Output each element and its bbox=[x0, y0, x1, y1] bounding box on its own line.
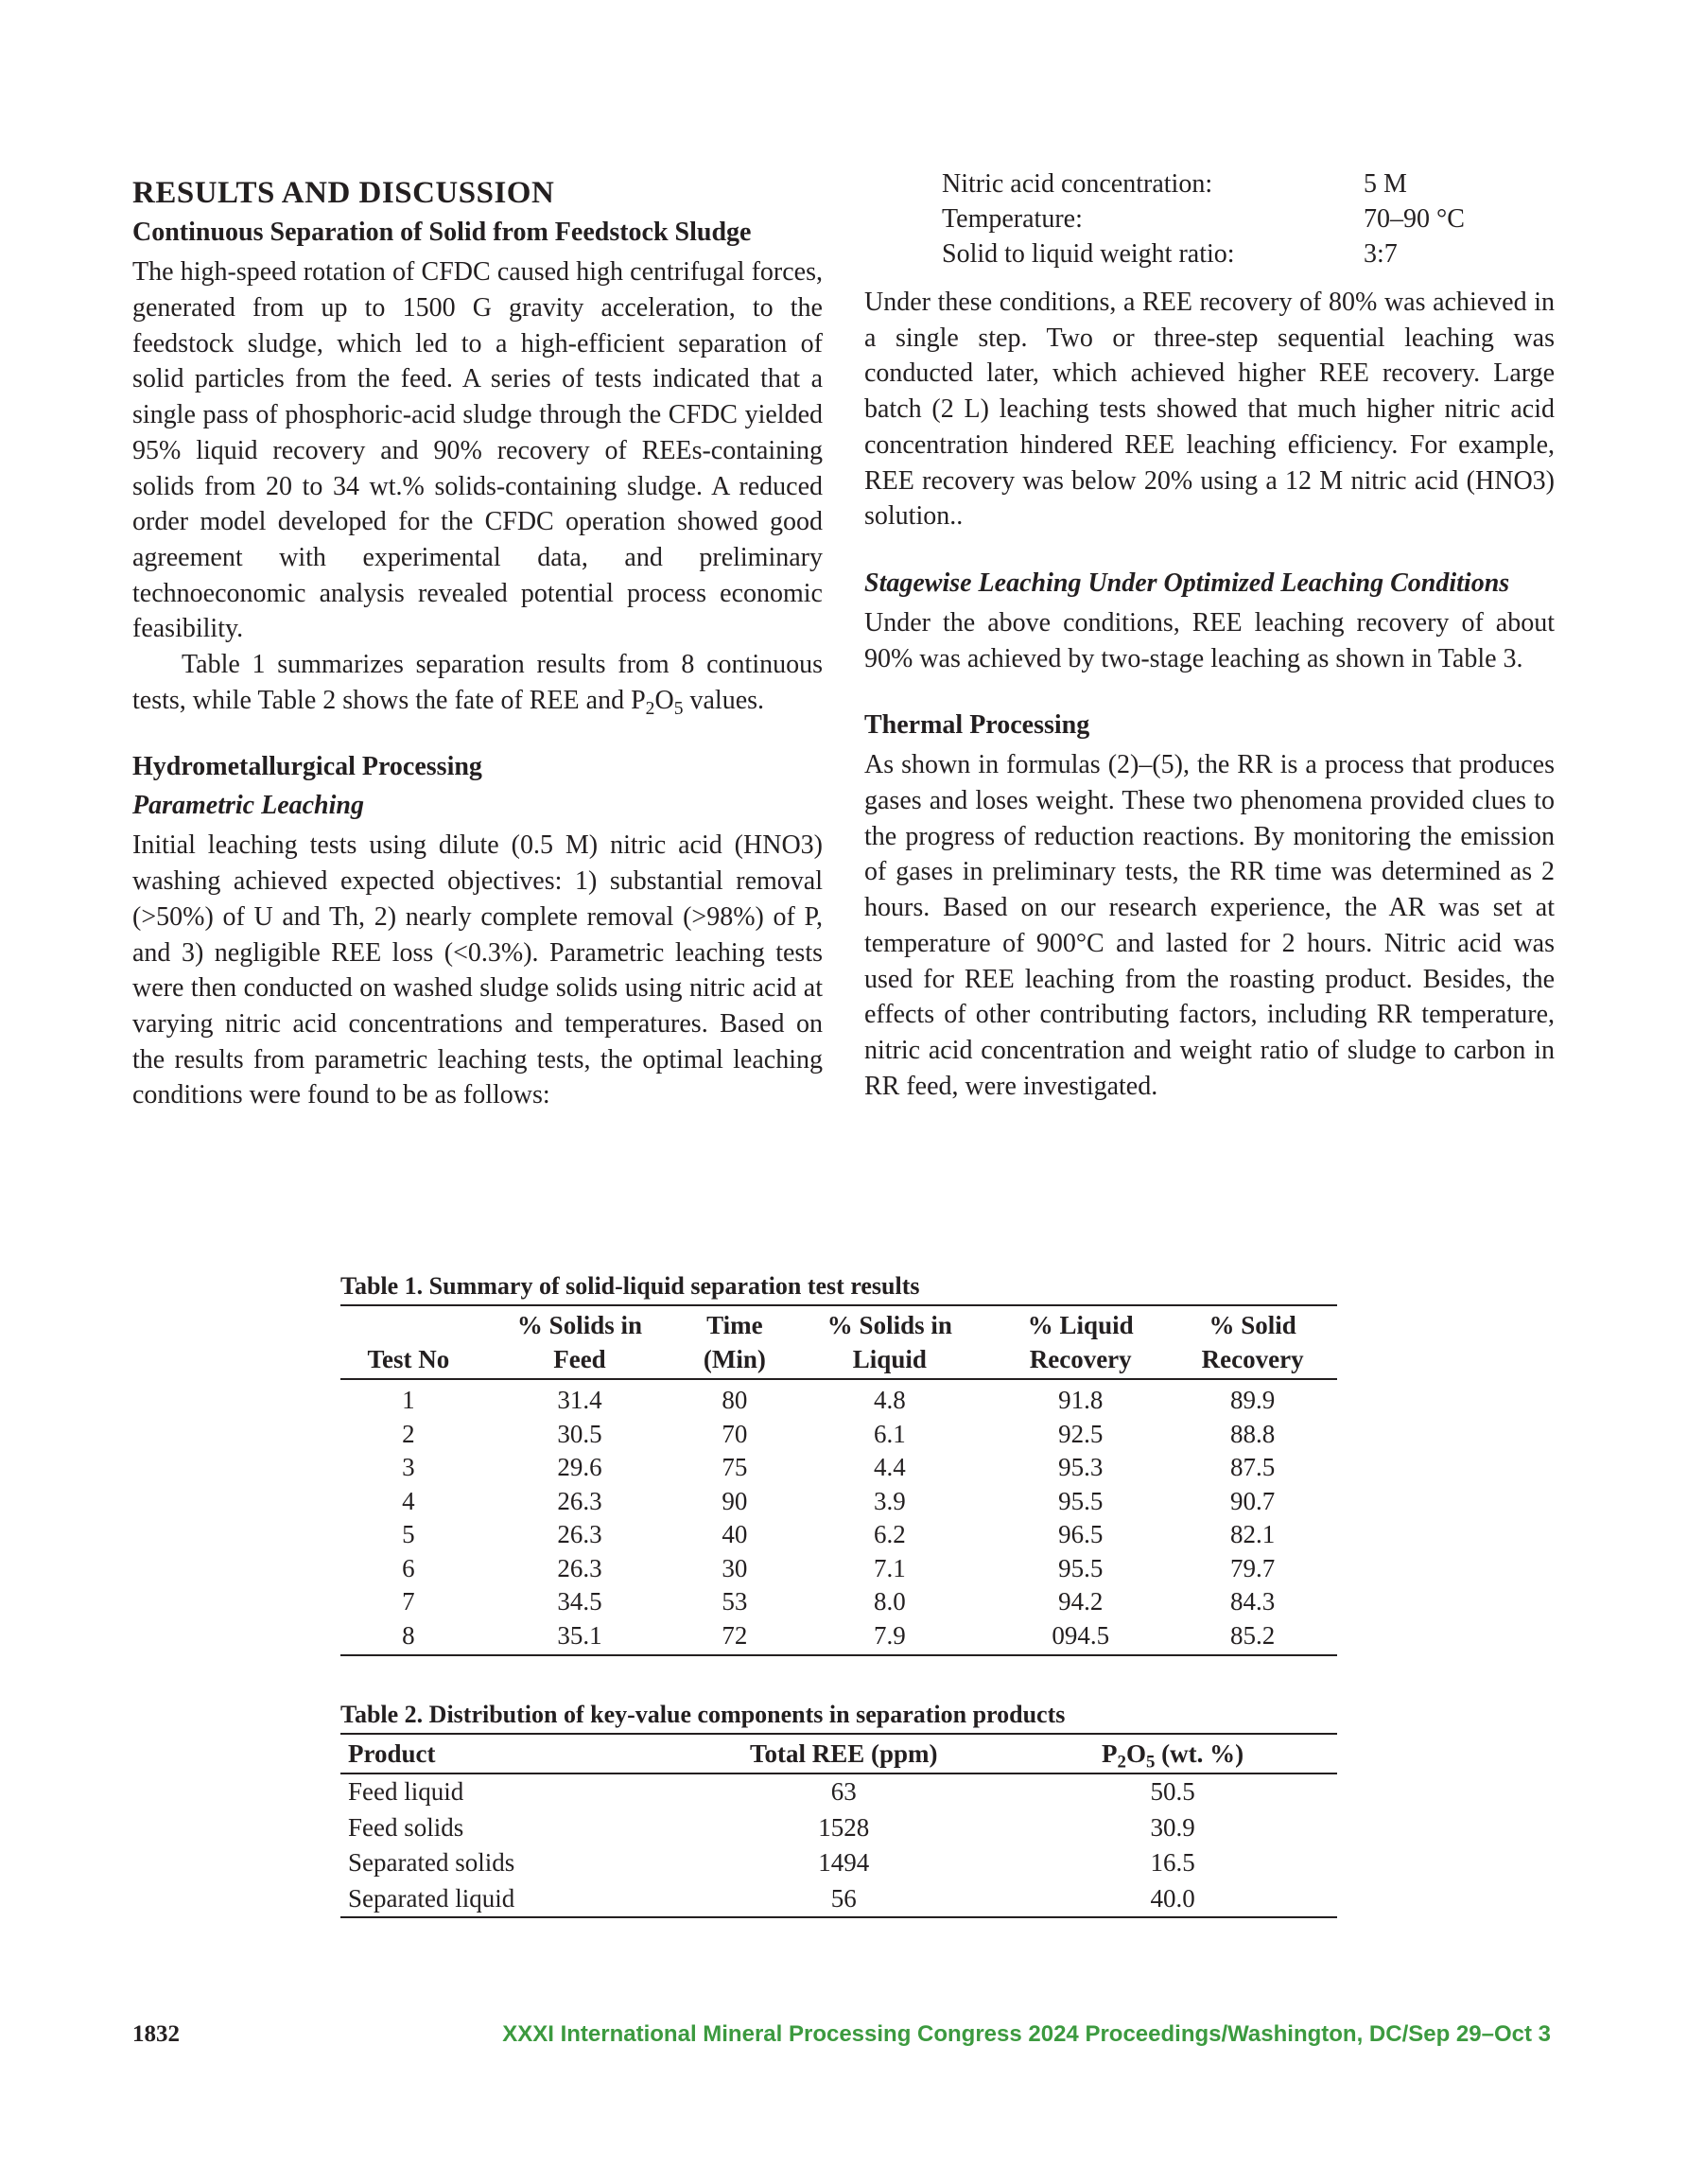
table-row bbox=[340, 1552, 1337, 1586]
table2-cell: 1528 bbox=[818, 1812, 870, 1842]
table1-cell: 72 bbox=[722, 1620, 748, 1650]
left-column bbox=[132, 166, 823, 1113]
table1-cell: 7.9 bbox=[873, 1620, 906, 1650]
paragraph-thermal: As shown in formulas (2)–(5), the RR is a process that produces gases and loses weight. These two phenomena provided clues to the progress of reduction reactions. By monitoring the emission of gases in preliminary tests, the RR time was determined as 2 hours. Based on our research experience, the AR was set at temperature of 900°C and lasted for 2 hours. Nitric acid was used for REE leaching from the roasting product. Besides, the effects of other contributing factors, including RR temperature, nitric acid concentration and weight ratio of sludge to carbon in RR feed, were investigated. bbox=[864, 750, 1555, 1101]
table1-cell: 90.7 bbox=[1230, 1486, 1276, 1515]
condition-label: Temperature: bbox=[942, 204, 1083, 234]
subsection-title-thermal: Thermal Processing bbox=[864, 710, 1090, 741]
table1-cell: 90 bbox=[722, 1486, 748, 1515]
table1-cell: 40 bbox=[722, 1520, 748, 1549]
table1 bbox=[340, 1304, 1337, 1656]
table1-cell: 92.5 bbox=[1058, 1419, 1104, 1448]
section-title: RESULTS AND DISCUSSION bbox=[132, 176, 555, 210]
page-number: 1832 bbox=[132, 2021, 180, 2047]
table2-title: Table 2. Distribution of key-value components in separation products bbox=[340, 1701, 1066, 1728]
condition-value: 70–90 °C bbox=[1364, 204, 1465, 234]
table1-cell: 85.2 bbox=[1230, 1620, 1276, 1650]
table2-cell: Separated solids bbox=[348, 1848, 515, 1878]
paragraph-table-summary: Table 1 summarizes separation results from 8 continuous tests, while Table 2 shows the fate of REE and $P_2O_5$ values. bbox=[132, 650, 823, 719]
table1-cell: 26.3 bbox=[557, 1486, 602, 1515]
paragraph-stagewise: Under the above conditions, REE leaching recovery of about 90% was achieved by two-stage leaching as shown in Table 3. bbox=[864, 607, 1555, 673]
table-row bbox=[340, 1881, 1337, 1918]
table1-cell: 8 bbox=[402, 1620, 415, 1650]
table-row bbox=[340, 1773, 1337, 1810]
paragraph-recovery: Under these conditions, a REE recovery of 80% was achieved in a single step. Two or three-step sequential leaching was conducted later, which achieved higher REE recovery. Large batch (2 L) leaching tests showed that much higher nitric acid concentration hindered REE leaching efficiency. For example, REE recovery was below 20% using a 12 M nitric acid (HNO3) solution.. bbox=[864, 288, 1555, 532]
subsection-title-stagewise: Stagewise Leaching Under Optimized Leaching Conditions bbox=[864, 568, 1510, 598]
table1-cell: 94.2 bbox=[1058, 1587, 1104, 1616]
paragraph-cfdc: The high-speed rotation of CFDC caused high centrifugal forces, generated from up to 1500 G gravity acceleration, to the feedstock sludge, which led to a high-efficient separation of solid particles from the feed. A series of tests indicated that a single pass of phosphoric-acid sludge through the CFDC yielded 95% liquid recovery and 90% recovery of REEs-containing solids from 20 to 34 wt.% solids-containing sludge. A reduced order model developed for the CFDC operation showed good agreement with experimental data, and preliminary technoeconomic analysis revealed potential process economic feasibility. bbox=[132, 257, 823, 644]
table1-cell: 8.0 bbox=[873, 1587, 906, 1616]
table-row bbox=[340, 1379, 1337, 1418]
table1-cell: 1 bbox=[402, 1386, 415, 1415]
table1-header-cell: % Solids in Liquid bbox=[787, 1305, 994, 1379]
table1-cell: 7.1 bbox=[873, 1553, 906, 1582]
table1-cell: 29.6 bbox=[557, 1453, 602, 1482]
table2-cell: 50.5 bbox=[1150, 1777, 1195, 1807]
condition-value: 5 M bbox=[1364, 169, 1407, 199]
table2-header-p2o5: $P_2O_5$ (wt. %) bbox=[1008, 1734, 1337, 1773]
subsection-title-parametric-leaching: Parametric Leaching bbox=[132, 791, 364, 821]
table1-cell: 4.8 bbox=[873, 1386, 906, 1415]
paragraph-initial-leaching: Initial leaching tests using dilute (0.5 M) nitric acid (HNO3) washing achieved expected objectives: 1) substantial removal (>50%) of U and Th, 2) nearly complete removal (>98%) of P, and 3) negligible REE loss (<0.3%). Parametric leaching tests were then conducted on washed sludge solids using nitric acid at varying nitric acid concentrations and temperatures. Based on the results from parametric leaching tests, the optimal leaching conditions were found to be as follows: bbox=[132, 830, 823, 1110]
table-row bbox=[340, 1485, 1337, 1519]
table2-cell: 56 bbox=[830, 1883, 857, 1913]
condition-row bbox=[942, 201, 1555, 236]
table1-cell: 35.1 bbox=[557, 1620, 602, 1650]
table1-cell: 31.4 bbox=[557, 1386, 602, 1415]
table2-cell: Feed solids bbox=[348, 1812, 464, 1842]
table2-cell: 40.0 bbox=[1150, 1883, 1195, 1913]
table1-cell: 26.3 bbox=[557, 1520, 602, 1549]
subsection-title-hydrometallurgical: Hydrometallurgical Processing bbox=[132, 752, 482, 782]
table-row bbox=[340, 1585, 1337, 1619]
table1-header-cell: Test No bbox=[340, 1305, 477, 1379]
table1-header-cell: % Solid Recovery bbox=[1168, 1305, 1337, 1379]
conference-title: XXXI International Mineral Processing Congress 2024 Proceedings/Washington, DC/Sep 29–Oct 3 bbox=[502, 2021, 1551, 2047]
table1-cell: 95.5 bbox=[1058, 1486, 1104, 1515]
table1-cell: 82.1 bbox=[1230, 1520, 1276, 1549]
table1-cell: 094.5 bbox=[1052, 1620, 1110, 1650]
right-column bbox=[864, 166, 1555, 1104]
table1-cell: 6.2 bbox=[873, 1520, 906, 1549]
table-row bbox=[340, 1810, 1337, 1846]
table1-cell: 6 bbox=[402, 1553, 415, 1582]
table1-header-cell: Time (Min) bbox=[683, 1305, 786, 1379]
table1-cell: 3.9 bbox=[873, 1486, 906, 1515]
table2-cell: Separated liquid bbox=[348, 1883, 515, 1913]
table1-header-cell: % Liquid Recovery bbox=[993, 1305, 1168, 1379]
conditions-list bbox=[942, 166, 1555, 271]
table1-cell: 84.3 bbox=[1230, 1587, 1276, 1616]
table1-cell: 6.1 bbox=[873, 1419, 906, 1448]
condition-label: Solid to liquid weight ratio: bbox=[942, 239, 1235, 269]
table1-title: Table 1. Summary of solid-liquid separation test results bbox=[340, 1272, 920, 1300]
table1-cell: 79.7 bbox=[1230, 1553, 1276, 1582]
table1-cell: 89.9 bbox=[1230, 1386, 1276, 1415]
table1-cell: 30 bbox=[722, 1553, 748, 1582]
subsection-title-separation: Continuous Separation of Solid from Feedstock Sludge bbox=[132, 218, 752, 248]
table2-block bbox=[340, 1700, 1337, 1918]
table2-header-product: Product bbox=[340, 1734, 679, 1773]
table1-cell: 80 bbox=[722, 1386, 748, 1415]
condition-value: 3:7 bbox=[1364, 239, 1398, 269]
table1-cell: 75 bbox=[722, 1453, 748, 1482]
table2-cell: 30.9 bbox=[1150, 1812, 1195, 1842]
table2-cell: 63 bbox=[830, 1777, 857, 1807]
table1-cell: 91.8 bbox=[1058, 1386, 1104, 1415]
table1-cell: 26.3 bbox=[557, 1553, 602, 1582]
page-footer bbox=[132, 2021, 1551, 2059]
table1-block bbox=[340, 1271, 1337, 1656]
table1-cell: 34.5 bbox=[557, 1587, 602, 1616]
table1-cell: 3 bbox=[402, 1453, 415, 1482]
table1-cell: 87.5 bbox=[1230, 1453, 1276, 1482]
table1-cell: 53 bbox=[722, 1587, 748, 1616]
table-row bbox=[340, 1518, 1337, 1552]
table-row bbox=[340, 1451, 1337, 1485]
table2-header-ree: Total REE (ppm) bbox=[679, 1734, 1008, 1773]
table1-cell: 30.5 bbox=[557, 1419, 602, 1448]
table2-cell: Feed liquid bbox=[348, 1777, 464, 1807]
table2 bbox=[340, 1733, 1337, 1918]
table1-header-cell: % Solids in Feed bbox=[477, 1305, 684, 1379]
table1-cell: 2 bbox=[402, 1419, 415, 1448]
condition-row bbox=[942, 236, 1555, 271]
table1-cell: 95.3 bbox=[1058, 1453, 1104, 1482]
table1-cell: 88.8 bbox=[1230, 1419, 1276, 1448]
table2-cell: 1494 bbox=[818, 1848, 870, 1878]
table2-cell: 16.5 bbox=[1150, 1848, 1195, 1878]
table1-cell: 96.5 bbox=[1058, 1520, 1104, 1549]
table1-cell: 95.5 bbox=[1058, 1553, 1104, 1582]
table1-cell: 70 bbox=[722, 1419, 748, 1448]
condition-row bbox=[942, 166, 1555, 201]
condition-label: Nitric acid concentration: bbox=[942, 169, 1213, 199]
table1-cell: 4.4 bbox=[873, 1453, 906, 1482]
table1-cell: 4 bbox=[402, 1486, 415, 1515]
table-row bbox=[340, 1845, 1337, 1881]
table1-cell: 7 bbox=[402, 1587, 415, 1616]
table-row bbox=[340, 1619, 1337, 1656]
table-row bbox=[340, 1418, 1337, 1452]
table1-cell: 5 bbox=[402, 1520, 415, 1549]
